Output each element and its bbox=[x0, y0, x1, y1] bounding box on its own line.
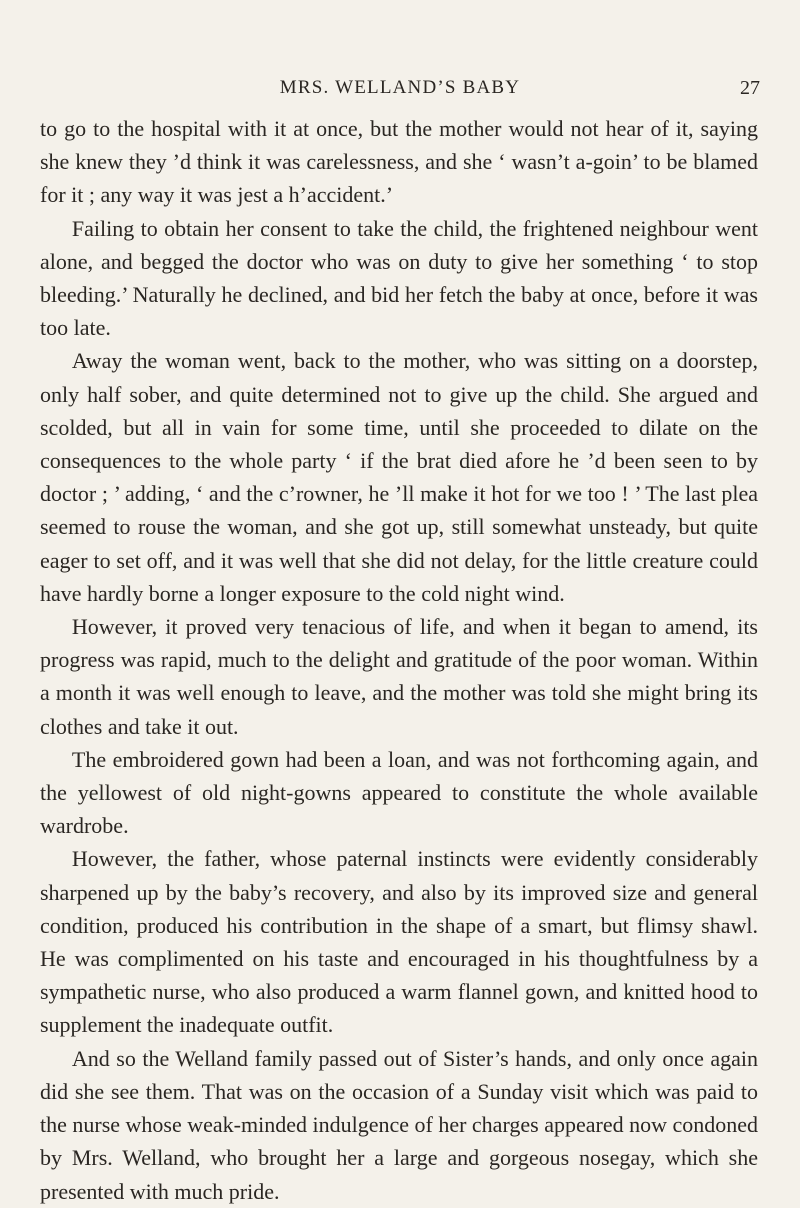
paragraph: Away the woman went, back to the mother, who was sitting on a doorstep, only half sober, and quite determined not to give up the child. She argued and scolded, but all in vain for some time, until she proceeded to dilate on the consequences to the whole party ‘ if the brat died afore he ’d been seen to by doctor ; ’ adding, ‘ and the c’rowner, he ’ll make it hot for we too ! ’ The last plea seemed to rouse the woman, and she got up, still somewhat unsteady, but quite eager to set off, and it was well that she did not delay, for the little creature could have hardly borne a longer exposure to the cold night wind. bbox=[40, 348, 758, 606]
paragraph-continuation: to go to the hospital with it at once, but the mother would not hear of it, saying she knew they ’d think it was carelessness, and she ‘ wasn’t a-goin’ to be blamed for it ; any way it was jest a h’accident.’ bbox=[40, 116, 758, 208]
running-head bbox=[0, 77, 800, 107]
paragraph: However, the father, whose paternal instincts were evidently considerably sharpened up by the baby’s recovery, and also by its improved size and general condition, produced his contribution in the shape of a smart, but flimsy shawl. He was complimented on his taste and encouraged in his thoughtfulness by a sympathetic nurse, who also produced a warm flannel gown, and knitted hood to supplement the inadequate outfit. bbox=[40, 846, 758, 1038]
page-number: 27 bbox=[740, 77, 760, 99]
paragraph: Failing to obtain her consent to take the child, the frightened neighbour went alone, and begged the doctor who was on duty to give her something ‘ to stop bleeding.’ Naturally he declined, and bid her fetch the baby at once, before it was too late. bbox=[40, 215, 758, 341]
body-text bbox=[40, 112, 758, 1208]
paragraph: The embroidered gown had been a loan, and was not forthcoming again, and the yellowest of old night-gowns appeared to constitute the whole available wardrobe. bbox=[40, 746, 758, 839]
running-title: MRS. WELLAND’S BABY bbox=[279, 77, 521, 98]
paragraph: And so the Welland family passed out of Sister’s hands, and only once again did she see them. That was on the occasion of a Sunday visit which was paid to the nurse whose weak-minded indulgence of her charges appeared now condoned by Mrs. Welland, who brought her a large and gorgeous nosegay, which she presented with much pride. bbox=[40, 1045, 758, 1204]
paragraph: However, it proved very tenacious of life, and when it began to amend, its progress was rapid, much to the delight and gratitude of the poor woman. Within a month it was well enough to leave, and the mother was told she might bring its clothes and take it out. bbox=[40, 614, 758, 739]
